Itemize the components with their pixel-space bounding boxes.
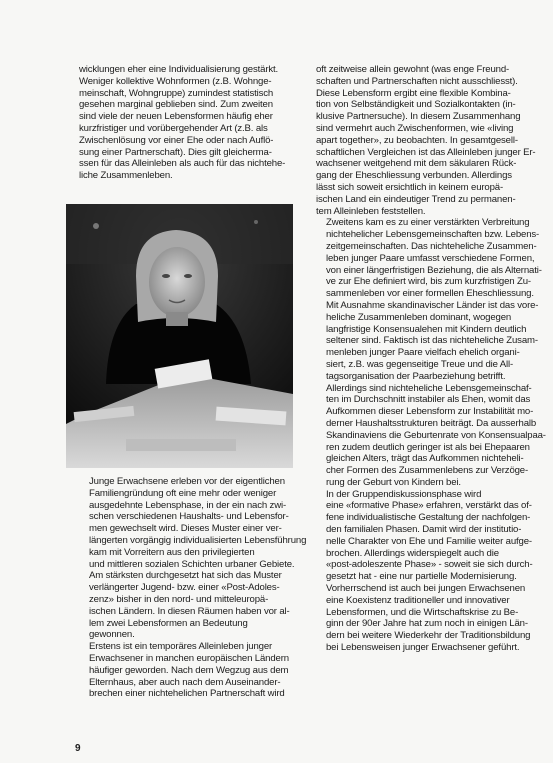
text-line: von einer längerfristigen Beziehung, die als Alternati- [326, 264, 542, 276]
text-line: nichtehelicher Lebensgemeinschaften bzw. Lebens- [326, 229, 540, 241]
text-line: klusive Partnersuche). In diesem Zusammenhang [316, 111, 521, 123]
text-line: schaftlichen Vergleichen ist das Alleinleben junger Er- [316, 146, 536, 158]
page-number: 9 [75, 743, 81, 754]
text-line: kam mit Vorreitern aus den privilegierten [89, 546, 255, 558]
text-line: Allerdings sind nichteheliche Lebensgemeinschaf- [326, 382, 532, 394]
text-line: gleichen Alters, trägt das Aufkommen nichteheli- [326, 453, 524, 465]
text-line: ssen für das Alleinleben als auch für das nichtehe- [79, 158, 286, 170]
text-line: Aufkommen dieser Lebensform zur Instabilität mo- [326, 406, 534, 418]
text-line: ischen Ländern. In diesen Räumen haben vor al- [89, 605, 290, 617]
text-line: wachsener weitgehend mit dem säkularen Rück- [316, 158, 517, 170]
text-line: leben junger Paare umfasst verschiedene Formen, [326, 252, 535, 264]
text-line: eine Koexistenz traditioneller und innovativer [326, 594, 510, 606]
text-line: siert, z.B. was gegenseitige Treue und die All- [326, 358, 514, 370]
text-line: fene individualistische Gestaltung der nachfolgen- [326, 512, 531, 524]
text-line: Am stärksten durchgesetzt hat sich das Muster [89, 570, 282, 582]
text-line: langfristige Konsensualehen mit Kindern deutlich [326, 323, 527, 335]
text-line: tagsorganisation der Paarbeziehung betrifft. [326, 370, 506, 382]
text-line: ve zur Ehe definiert wird, bis zum kurzfristigen Zu- [326, 276, 531, 288]
text-line: schen verschiedenen Haushalts- und Lebensfor- [89, 511, 289, 523]
text-line: ausgedehnte Lebensphase, in der ein nach zwi- [89, 499, 286, 511]
text-line: wicklungen eher eine Individualisierung gestärkt. [79, 64, 279, 75]
photo-image [66, 204, 293, 468]
text-line: Weniger kollektive Wohnformen (z.B. Wohnge- [79, 75, 272, 87]
text-line: gang der Eheschliessung verbunden. Allerdings [316, 170, 512, 182]
text-line: In der Gruppendiskussionsphase wird [326, 488, 482, 500]
text-line: längerten vorgängig individualisierten Lebensführung [89, 534, 307, 546]
text-line: Zwischenlösung vor einer Ehe oder nach Auflö- [79, 134, 274, 146]
text-line: gesetzt hat - eine nur partielle Modernisierung. [326, 571, 517, 583]
text-line: Junge Erwachsene erleben vor der eigentlichen [89, 476, 285, 487]
text-line: schaften und Partnerschaften nicht ausschliesst). [316, 75, 518, 87]
text-line: apart together», zu beobachten. In gesamtgesell- [316, 134, 518, 146]
text-line: ten im Durchschnitt instabiler als Ehen, womit das [326, 394, 531, 406]
text-line: häufiger geworden. Nach dem Wegzug aus dem [89, 664, 289, 676]
text-line: nelle Charakter von Ehe und Familie weiter aufge- [326, 535, 532, 547]
text-line: sind vermehrt auch Zwischenformen, wie «living [316, 122, 514, 134]
text-line: sammenleben vor einer formellen Eheschliessung. [326, 288, 534, 300]
paragraph [79, 476, 307, 641]
right-column [316, 64, 546, 654]
text-line: gesehen marginal geblieben sind. Zum zweiten [79, 99, 273, 111]
text-line: ginn der 90er Jahre hat zum noch in einigen Län- [326, 618, 528, 630]
text-line: Familiengründung oft eine mehr oder weniger [89, 487, 277, 499]
photo-young-woman [66, 204, 293, 468]
text-line: kurzfristiger und vorübergehender Art (z.B. als [79, 122, 268, 134]
left-column-top [79, 64, 293, 182]
text-line: Erwachsener in manchen europäischen Ländern [89, 652, 289, 664]
paragraph [316, 64, 536, 217]
text-line: Elternhaus, aber auch nach dem Auseinander- [89, 676, 281, 688]
text-line: rung der Geburt von Kindern bei. [326, 476, 461, 488]
text-line: cher Formen des Zusammenlebens zur Verzöge- [326, 465, 529, 477]
text-line: sind viele der neuen Lebensformen häufig eher [79, 111, 273, 123]
text-line: gewonnen. [89, 629, 135, 641]
text-line: tem Alleinleben feststellen. [316, 205, 426, 217]
text-line: Zweitens kam es zu einer verstärkten Verbreitung [326, 217, 530, 229]
left-column-bottom [79, 476, 307, 700]
text-line: ischen Land ein eindeutiger Trend zu permanen- [316, 193, 516, 205]
text-line: brechen einer nichtehelichen Partnerschaft wird [89, 688, 285, 700]
text-line: Mit Ausnahme skandinavischer Länder ist das vore- [326, 299, 539, 311]
text-line: lem zwei Lebensformen an Bedeutung [89, 617, 248, 629]
text-line: tion von Selbständigkeit und Sozialkontakten (in- [316, 99, 516, 111]
text-line: meinschaft, Wohngruppe) zumindest statistisch [79, 87, 274, 99]
text-line: bei Lebensweisen junger Erwachsener geführt. [326, 642, 520, 654]
text-line: seltener sind. Faktisch ist das nichteheliche Zusam- [326, 335, 538, 347]
text-line: «post-adoleszente Phase» - soweit sie sich durch- [326, 559, 533, 571]
text-line: ren zudem deutlich geringer ist als bei Ehepaaren [326, 441, 530, 453]
text-line: lässt sich soweit ersichtlich in keinem europä- [316, 181, 504, 193]
text-line: brochen. Allerdings widerspiegelt auch die [326, 547, 499, 559]
text-line: eine «formative Phase» erfahren, verstärkt das of- [326, 500, 532, 512]
text-line: Erstens ist ein temporäres Alleinleben junger [89, 641, 273, 653]
text-line: Vorherrschend ist auch bei jungen Erwachsenen [326, 583, 526, 595]
text-line: zenz» bisher in den nord- und mitteleuropä- [89, 593, 269, 605]
text-line: liche Zusammenleben. [79, 170, 173, 182]
text-line: men gewechselt wird. Dieses Muster einer ver- [89, 523, 282, 535]
text-line: Lebensformen, und die Wirtschaftskrise zu Be- [326, 606, 519, 618]
text-line: oft zeitweise allein gewohnt (was enge Freund- [316, 64, 510, 75]
text-line: menleben junger Paare vielfach ehelich organi- [326, 347, 520, 359]
text-line: dern bei weitere Wiederkehr der Traditionsbildung [326, 630, 531, 642]
paragraph [79, 64, 293, 182]
text-line: und mittleren sozialen Schichten urbaner Gebiete. [89, 558, 295, 570]
text-line: derner Haushaltsstrukturen beiträgt. Da ausserhalb [326, 417, 537, 429]
text-line: zeitgemeinschaften. Das nichteheliche Zusammen- [326, 240, 537, 252]
text-line: sung einer Partnerschaft). Dies gilt gleicherma- [79, 146, 272, 158]
paragraph [79, 641, 293, 700]
text-line: verlängerter Jugend- bzw. einer «Post-Adoles- [89, 582, 280, 594]
text-line: Diese Lebensform ergibt eine flexible Kombina- [316, 87, 511, 99]
text-line: den familialen Phasen. Damit wird der institutio- [326, 524, 522, 536]
text-line: Skandinaviens die Geburtenrate von Konsensualpaa- [326, 429, 546, 441]
text-line: heliche Zusammenleben dominant, wogegen [326, 311, 512, 323]
paragraph [316, 488, 533, 654]
paragraph [316, 217, 546, 488]
